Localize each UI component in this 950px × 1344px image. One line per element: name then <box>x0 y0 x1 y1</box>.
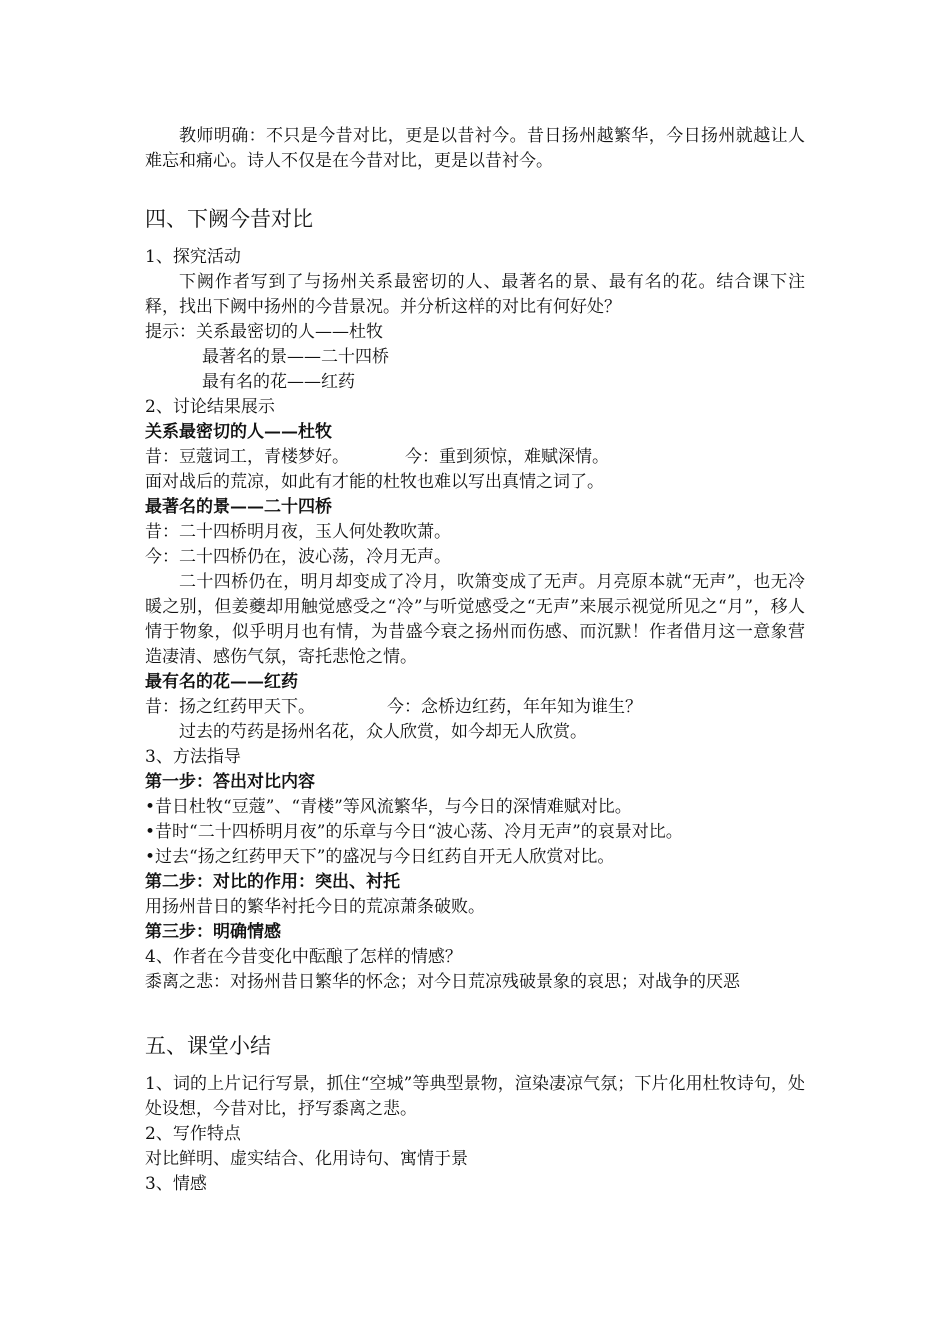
person-comparison <box>145 445 805 470</box>
emotion-answer: 黍离之悲：对扬州昔日繁华的怀念；对今日荒凉残破景象的哀思；对战争的厌恶 <box>145 972 740 992</box>
hint-flower: 最有名的花——红药 <box>202 372 355 392</box>
scene-analysis: 二十四桥仍在，明月却变成了冷月，吹箫变成了无声。月亮原本就“无声”，也无冷暖之别，但姜夔却用触觉感受之“冷”与听觉感受之“无声”来展示视觉所见之“月”，移人情于物象，似乎明月也有情，为昔盛今衰之扬州而伤感、而沉默！作者借月这一意象营造凄清、感伤气氛，寄托悲怆之情。 <box>145 572 805 667</box>
step-3-heading: 第三步：明确情感 <box>145 922 281 942</box>
person-heading: 关系最密切的人——杜牧 <box>145 422 332 442</box>
flower-note: 过去的芍药是扬州名花，众人欣赏，如今却无人欣赏。 <box>179 722 587 742</box>
flower-comparison <box>145 695 805 720</box>
person-now: 今：重到须惊，难赋深情。 <box>405 447 609 467</box>
document-page <box>145 124 805 1197</box>
subsection-2-title: 2、讨论结果展示 <box>145 397 275 417</box>
summary-point-3-title: 3、情感 <box>145 1174 207 1194</box>
teacher-conclusion: 教师明确：不只是今昔对比，更是以昔衬今。昔日扬州越繁华，今日扬州就越让人难忘和痛心。诗人不仅是在今昔对比，更是以昔衬今。 <box>145 126 805 171</box>
subsection-4-title: 4、作者在今昔变化中酝酿了怎样的情感？ <box>145 947 462 967</box>
section-5-heading: 五、课堂小结 <box>145 1034 271 1058</box>
person-past: 昔：豆蔻词工，青楼梦好。 <box>145 447 349 467</box>
subsection-1-title: 1、探究活动 <box>145 247 241 267</box>
scene-past: 昔：二十四桥明月夜，玉人何处教吹萧。 <box>145 522 451 542</box>
summary-point-2-title: 2、写作特点 <box>145 1124 241 1144</box>
hint-scene: 最著名的景——二十四桥 <box>202 347 389 367</box>
section-4-heading: 四、下阙今昔对比 <box>145 207 313 231</box>
bullet-item: •昔时“二十四桥明月夜”的乐章与今日“波心荡、冷月无声”的哀景对比。 <box>145 822 683 842</box>
flower-heading: 最有名的花——红药 <box>145 672 298 692</box>
subsection-3-title: 3、方法指导 <box>145 747 241 767</box>
scene-heading: 最著名的景——二十四桥 <box>145 497 332 517</box>
hint-person: 提示：关系最密切的人——杜牧 <box>145 322 383 342</box>
flower-past: 昔：扬之红药甲天下。 <box>145 697 315 717</box>
bullet-item: •昔日杜牧“豆蔻”、“青楼”等风流繁华，与今日的深情难赋对比。 <box>145 797 632 817</box>
step-2-text: 用扬州昔日的繁华衬托今日的荒凉萧条破败。 <box>145 897 485 917</box>
person-note: 面对战后的荒凉，如此有才能的杜牧也难以写出真情之词了。 <box>145 472 604 492</box>
flower-now: 今：念桥边红药，年年知为谁生？ <box>387 697 642 717</box>
scene-now: 今：二十四桥仍在，波心荡，冷月无声。 <box>145 547 451 567</box>
bullet-item: •过去“扬之红药甲天下”的盛况与今日红药自开无人欣赏对比。 <box>145 847 615 867</box>
inquiry-activity-text: 下阙作者写到了与扬州关系最密切的人、最著名的景、最有名的花。结合课下注释，找出下阙中扬州的今昔景况。并分析这样的对比有何好处？ <box>145 272 805 317</box>
summary-point-1: 1、词的上片记行写景，抓住“空城”等典型景物，渲染凄凉气氛；下片化用杜牧诗句，处处设想，今昔对比，抒写黍离之悲。 <box>145 1074 805 1119</box>
step-1-heading: 第一步：答出对比内容 <box>145 772 315 792</box>
step-2-heading: 第二步：对比的作用：突出、衬托 <box>145 872 400 892</box>
summary-point-2-text: 对比鲜明、虚实结合、化用诗句、寓情于景 <box>145 1149 468 1169</box>
